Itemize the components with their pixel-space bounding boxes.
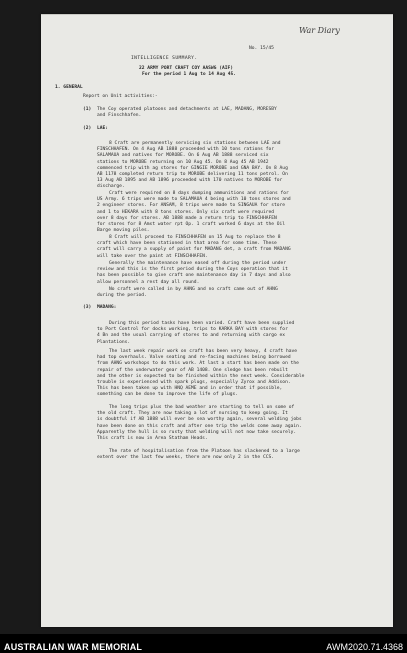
- paragraph-line: craft will carry a supply of paint for MADANG det, a craft from MADANG: [97, 247, 291, 253]
- item-1-number: (1): [83, 107, 92, 112]
- paragraph-line: is doubtful if AB 1888 will ever be sea worthy again, several welding jobs: [97, 417, 302, 423]
- section-general-heading: 1. GENERAL: [55, 85, 83, 90]
- item-2-number: (2): [83, 126, 92, 131]
- paragraph-line: 4 Bn and the usual carrying of stores to and returning with cargo ex: [97, 333, 286, 339]
- paragraph-line: This craft is now in Area Statham Heads.: [97, 436, 208, 441]
- item-3-number: (3): [83, 305, 92, 310]
- paragraph-line: over 8 days for stores. AB 1888 made a return trip to FINSCHHAFEN: [97, 215, 277, 221]
- paragraph-line: and Finschhafen.: [97, 113, 142, 119]
- paragraph-line: something can be done to improve the life of plugs.: [97, 392, 239, 398]
- paragraph-line: US Army. 6 trips were made to SALAMAUA 4 being with 10 tons stores and: [97, 197, 291, 203]
- paragraph-line: SALAMAUA and natives for MOROBE. On 6 Aug AB 1888 serviced six: [97, 153, 269, 159]
- paragraph-line: for stores for 8 Amst water rpt Op. 1 craft worked 6 days at the Oil: [97, 222, 286, 227]
- document-title: INTELLIGENCE SUMMARY.: [131, 56, 198, 61]
- paragraph-line: and 1 to HEKARA with 8 tons stores. Only six craft were required: [97, 209, 275, 215]
- handwritten-note: War Diary: [299, 26, 340, 35]
- paragraph-line: will take over the paint at FINSCHHAFEN.: [97, 253, 208, 259]
- report-intro: Report on Unit activities:-: [83, 94, 158, 99]
- report-period: For the period 1 Aug to 14 Aug 45.: [142, 72, 237, 77]
- paragraph-line: The long trips plus the bad weather are starting to tell on some of: [109, 405, 295, 410]
- paragraph-line: trouble is experienced with spark plugs, especially Zyrox and Addison.: [97, 380, 291, 385]
- paragraph-line: commenced trip with ag stores for GINGIE MOROBE and GNA BAY. On 8 Aug: [97, 165, 288, 171]
- page-top-edge: [41, 14, 393, 15]
- paragraph-line: This has been taken up with HNQ AEME and in order that if possible,: [97, 386, 283, 392]
- paragraph-line: No craft were called in by AHNG and no craft came out of AHNG: [109, 287, 278, 292]
- footer-accession-number: AWM2020.71.4368: [326, 642, 403, 652]
- paragraph-line: The last week repair work on craft has been very heavy, 4 craft have: [109, 349, 298, 354]
- paragraph-line: have been done on this craft and after one trip the welds come away again.: [97, 423, 302, 429]
- paragraph-line: AB 1178 completed return trip to MOROBE delivering 11 tons petrol. On: [97, 172, 288, 177]
- document-number: No. 15/45: [249, 46, 274, 51]
- paragraph-line: The Coy operated platoons and detachments at LAE, MADANG, MORESBY: [97, 107, 277, 112]
- paragraph-line: discharge.: [97, 184, 125, 190]
- paragraph-line: and the other is expected to be finished within the next week. Considerable: [97, 373, 305, 379]
- paragraph-line: extent over the last few weeks, there are now only 2 in the CCS.: [97, 455, 275, 461]
- paragraph-line: craft which have been stationed in that area for some time. These: [97, 241, 277, 247]
- paragraph-line: 2 engineer stores. For ANSAM, 8 trips were made to SINGAUA for store: [97, 203, 286, 209]
- paragraph-line: Craft were required on 8 days dumping ammunitions and rations for: [109, 191, 289, 196]
- paragraph-line: Plantations.: [97, 339, 131, 345]
- paragraph-line: from AHNG workshops to do this work. At last a start has been made on the: [97, 361, 299, 367]
- unit-name: 22 ARMY PORT CRAFT COY AASWG (AIF): [139, 66, 234, 71]
- paragraph-line: FINSCHHAFEN. On 4 Aug AB 1888 proceeded with 10 tons rations for: [97, 147, 275, 153]
- paragraph-line: During this period tasks have been varied. Craft have been supplied: [109, 321, 295, 326]
- footer-institution: AUSTRALIAN WAR MEMORIAL: [4, 642, 143, 652]
- paragraph-line: Generally the maintenance have eased off during the period under: [109, 261, 287, 266]
- paragraph-line: stations to MOROBE returning on 10 Aug 45. On 8 Aug 45 AB 1942: [97, 159, 269, 165]
- paragraph-line: allow personnel a rest day all round.: [97, 279, 200, 285]
- paragraph-line: the old craft. They are now taking a lot of nursing to keep going. It: [97, 411, 288, 417]
- item-3-heading: MADANG:: [97, 305, 117, 310]
- paragraph-line: 8 Craft are permanently servicing six stations between LAE and: [109, 141, 281, 146]
- paragraph-line: review and this is the first period during the Coys operation that it: [97, 267, 288, 273]
- paragraph-line: Barge moving piles.: [97, 228, 150, 234]
- item-2-heading: LAE:: [97, 126, 109, 131]
- paragraph-line: Apparently the hull is so rusty that welding will not now take securely.: [97, 429, 297, 435]
- document-page: [41, 14, 393, 627]
- paragraph-line: had top overhauls. Valve seating and re-facing machines being borrowed: [97, 355, 291, 361]
- paragraph-line: 13 Aug AB 1895 and AB 1896 proceeded with 170 natives to MOROBE for: [97, 178, 283, 184]
- paragraph-line: has been possible to give craft one maintenance day in 7 days and also: [97, 273, 291, 279]
- paragraph-line: 8 Craft will proceed to FINSCHHAFEN on 15 Aug to replace the 8: [109, 235, 281, 240]
- paragraph-line: to Port Control for docks working, trips to KARKA BAY with stores for: [97, 327, 288, 333]
- paragraph-line: The rate of hospitalisation from the Platoon has slackened to a large: [109, 449, 300, 454]
- paragraph-line: repair of the underwater gear of AB 1408. One sledge has been rebuilt: [97, 367, 288, 373]
- paragraph-line: during the period.: [97, 293, 147, 299]
